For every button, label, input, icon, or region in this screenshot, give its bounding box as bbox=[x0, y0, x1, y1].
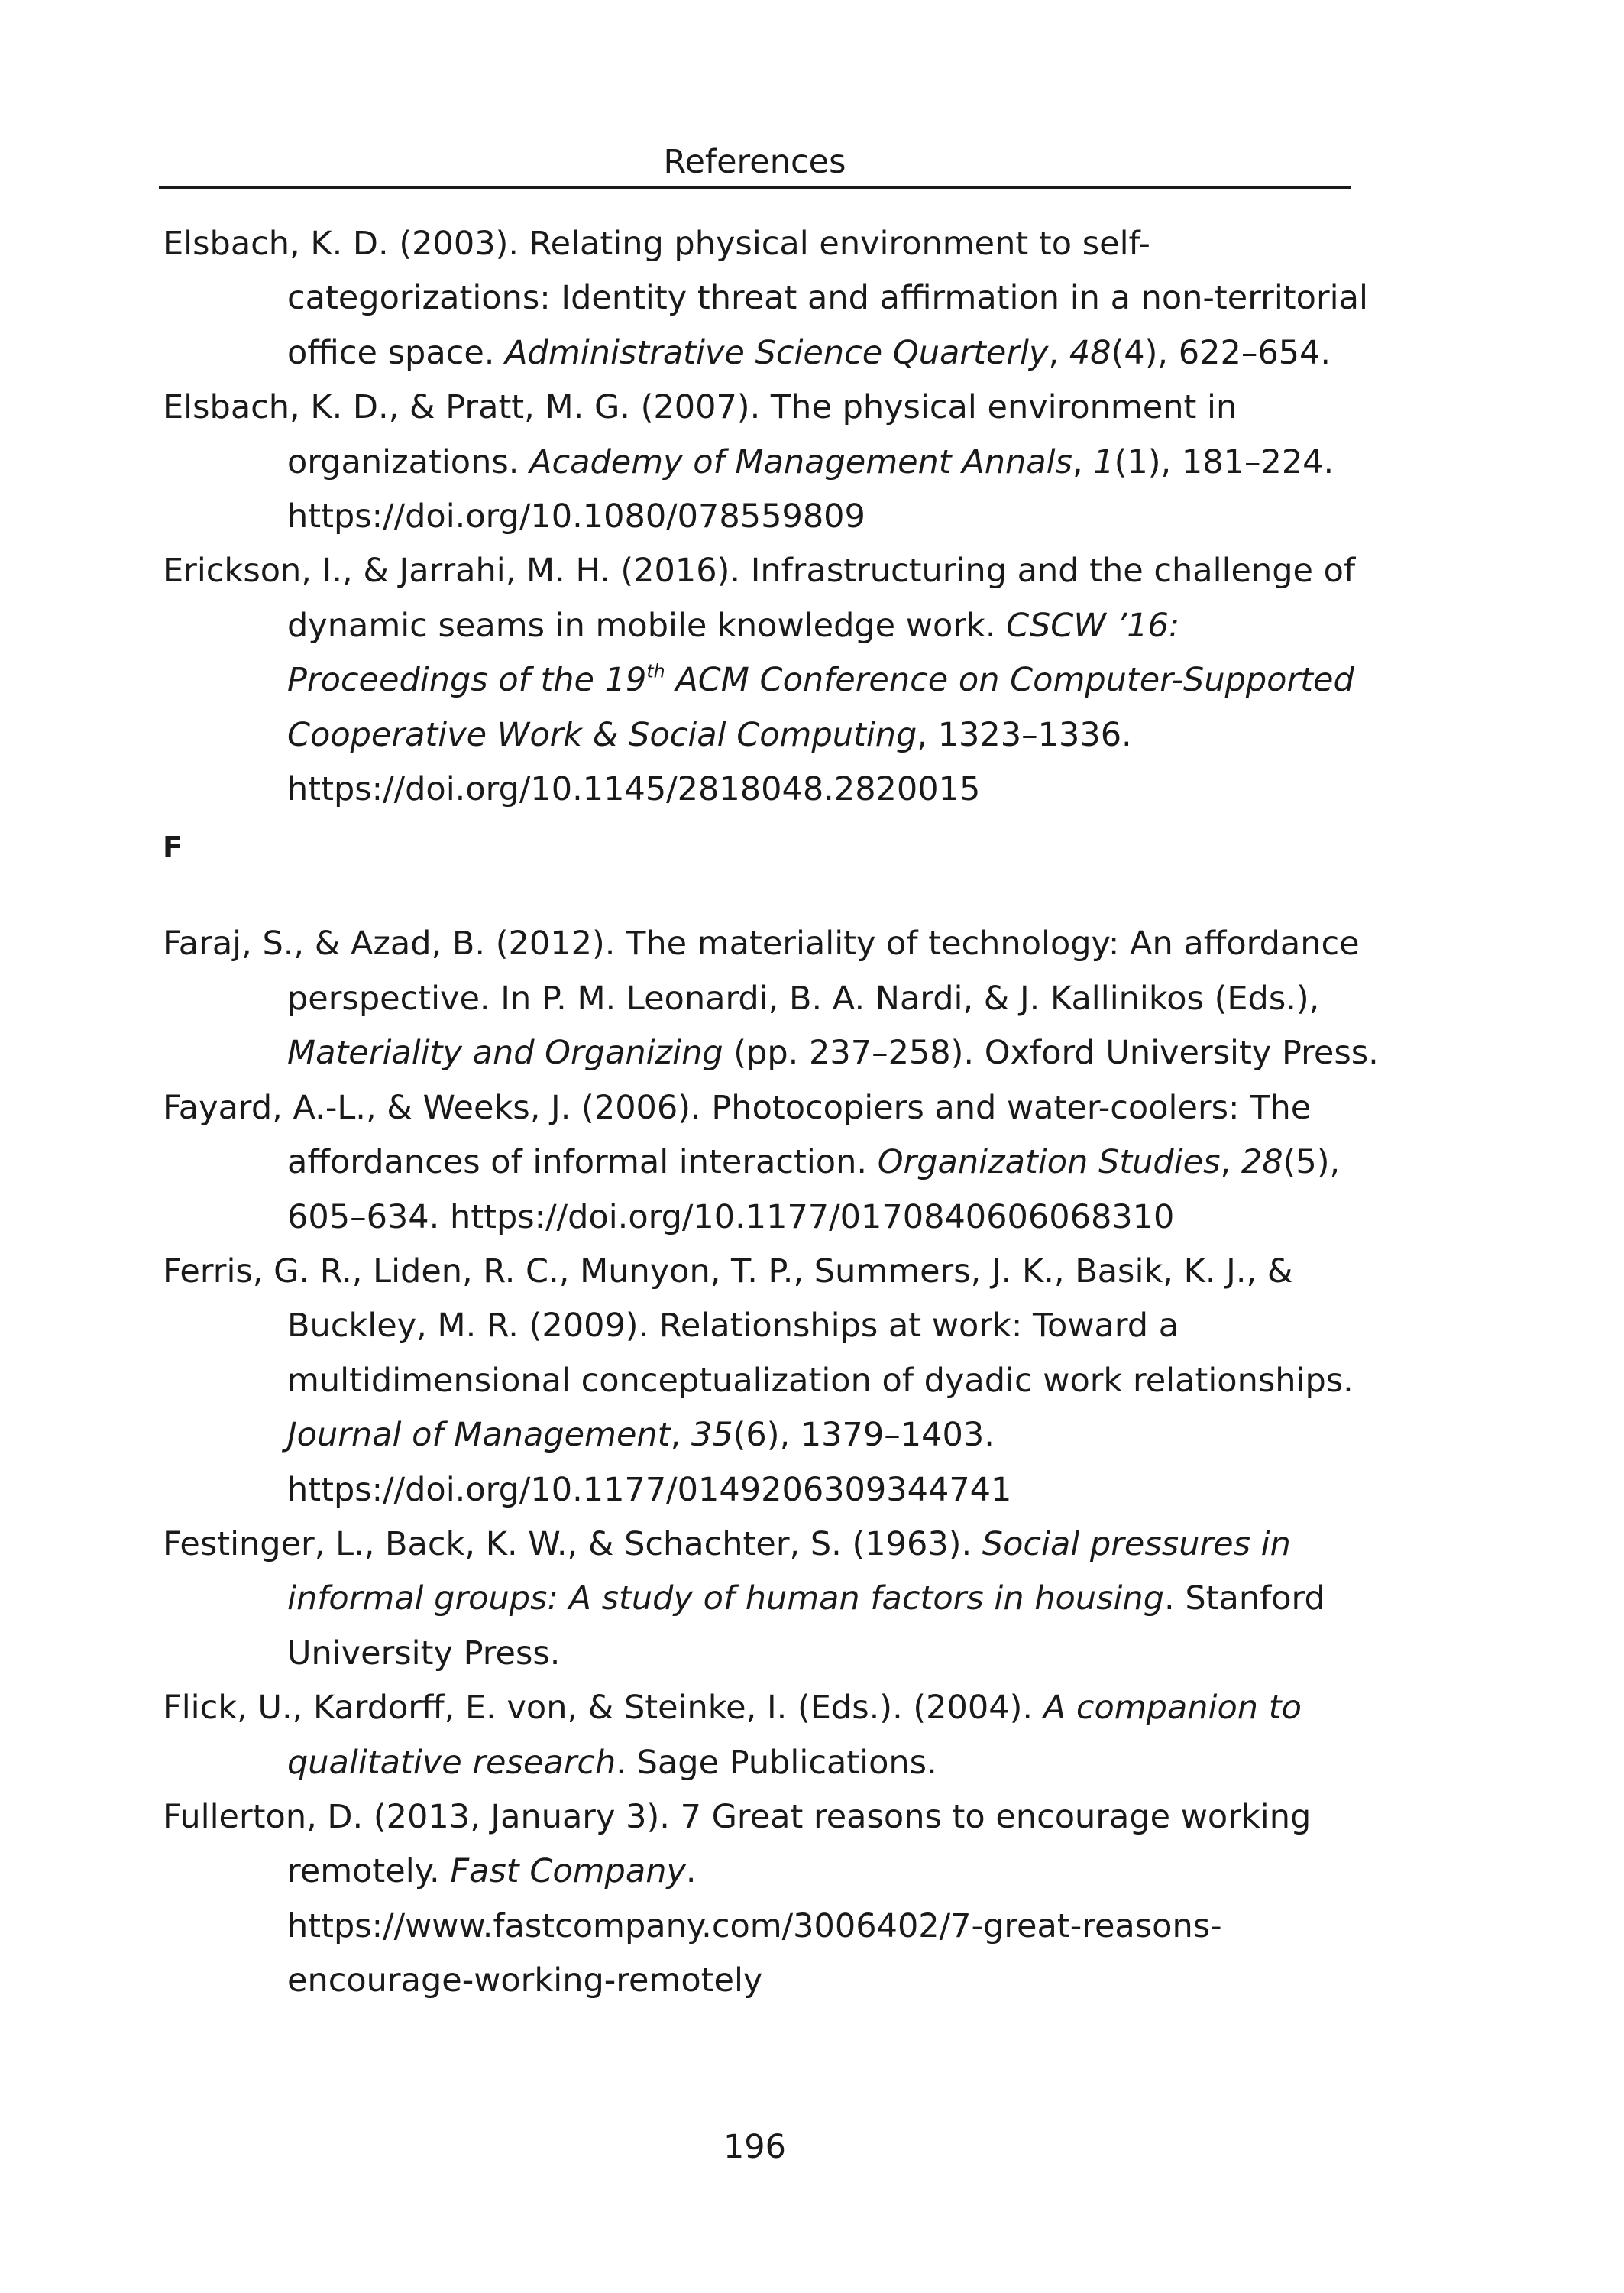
reference-ferris-2009: Ferris, G. R., Liden, R. C., Munyon, T. P., Summers, J. K., Basik, K. J., & Buckley, M. R. (2009). Relationships at work: Toward a multidimensional conceptualization of dyadic work relationships. Journal of Management, 35(6), 1379–1403. https://doi.org/10.1177/0149206309344741 bbox=[163, 1245, 1354, 1517]
page-number: 196 bbox=[723, 2128, 787, 2166]
url-link-continued[interactable]: encourage-working-remotely bbox=[287, 1961, 763, 2000]
reference-elsbach-2003: Elsbach, K. D. (2003). Relating physical environment to self- categorizations: Identity threat and affirmation in a non-territorial office space. Administrative Science Quarterly, 48(4), 622–654. bbox=[163, 225, 1368, 372]
doi-link[interactable]: 605–634. https://doi.org/10.1177/0170840606068310 bbox=[287, 1197, 1175, 1236]
section-letter-heading: F bbox=[163, 831, 183, 865]
header-rule bbox=[159, 186, 1351, 189]
doi-link[interactable]: https://doi.org/10.1080/078559809 bbox=[287, 497, 865, 536]
reference-flick-2004: Flick, U., Kardorff, E. von, & Steinke, I. (Eds.). (2004). A companion to qualitative research. Sage Publications. bbox=[163, 1689, 1302, 1782]
running-header: References bbox=[663, 143, 846, 181]
doi-link[interactable]: https://doi.org/10.1145/2818048.2820015 bbox=[287, 770, 981, 809]
reference-faraj-2012: Faraj, S., & Azad, B. (2012). The materiality of technology: An affordance perspective. In P. M. Leonardi, B. A. Nardi, & J. Kallinikos (Eds.), Materiality and Organizing (pp. 237–258). Oxford University Press. bbox=[163, 925, 1379, 1073]
doi-link[interactable]: https://doi.org/10.1177/0149206309344741 bbox=[287, 1470, 1012, 1509]
url-link[interactable]: https://www.fastcompany.com/3006402/7-great-reasons- bbox=[287, 1906, 1222, 1945]
reference-fullerton-2013: Fullerton, D. (2013, January 3). 7 Great reasons to encourage working remotely. Fast Company. https://www.fastcompany.com/3006402/7-great-reasons- encourage-working-remotely bbox=[163, 1790, 1354, 2009]
reference-list bbox=[163, 217, 1379, 2009]
reference-elsbach-2007: Elsbach, K. D., & Pratt, M. G. (2007). The physical environment in organizations. Academy of Management Annals, 1(1), 181–224. https://doi.org/10.1080/078559809 bbox=[163, 381, 1354, 544]
reference-erickson-2016: Erickson, I., & Jarrahi, M. H. (2016). Infrastructuring and the challenge of dynamic seams in mobile knowledge work. CSCW ’16: Proceedings of the 19th ACM Conference on Computer-Supported Cooperative Work & Social Computing, 1323–1336. https://doi.org/10.1145/2818048.2820015 bbox=[163, 544, 1354, 817]
reference-festinger-1963: Festinger, L., Back, K. W., & Schachter, S. (1963). Social pressures in informal groups: A study of human factors in housing. Stanford University Press. bbox=[163, 1524, 1325, 1673]
reference-fayard-2006: Fayard, A.-L., & Weeks, J. (2006). Photocopiers and water-coolers: The affordances of informal interaction. Organization Studies, 28(5), 605–634. https://doi.org/10.1177/0170840606068310 bbox=[163, 1081, 1354, 1245]
